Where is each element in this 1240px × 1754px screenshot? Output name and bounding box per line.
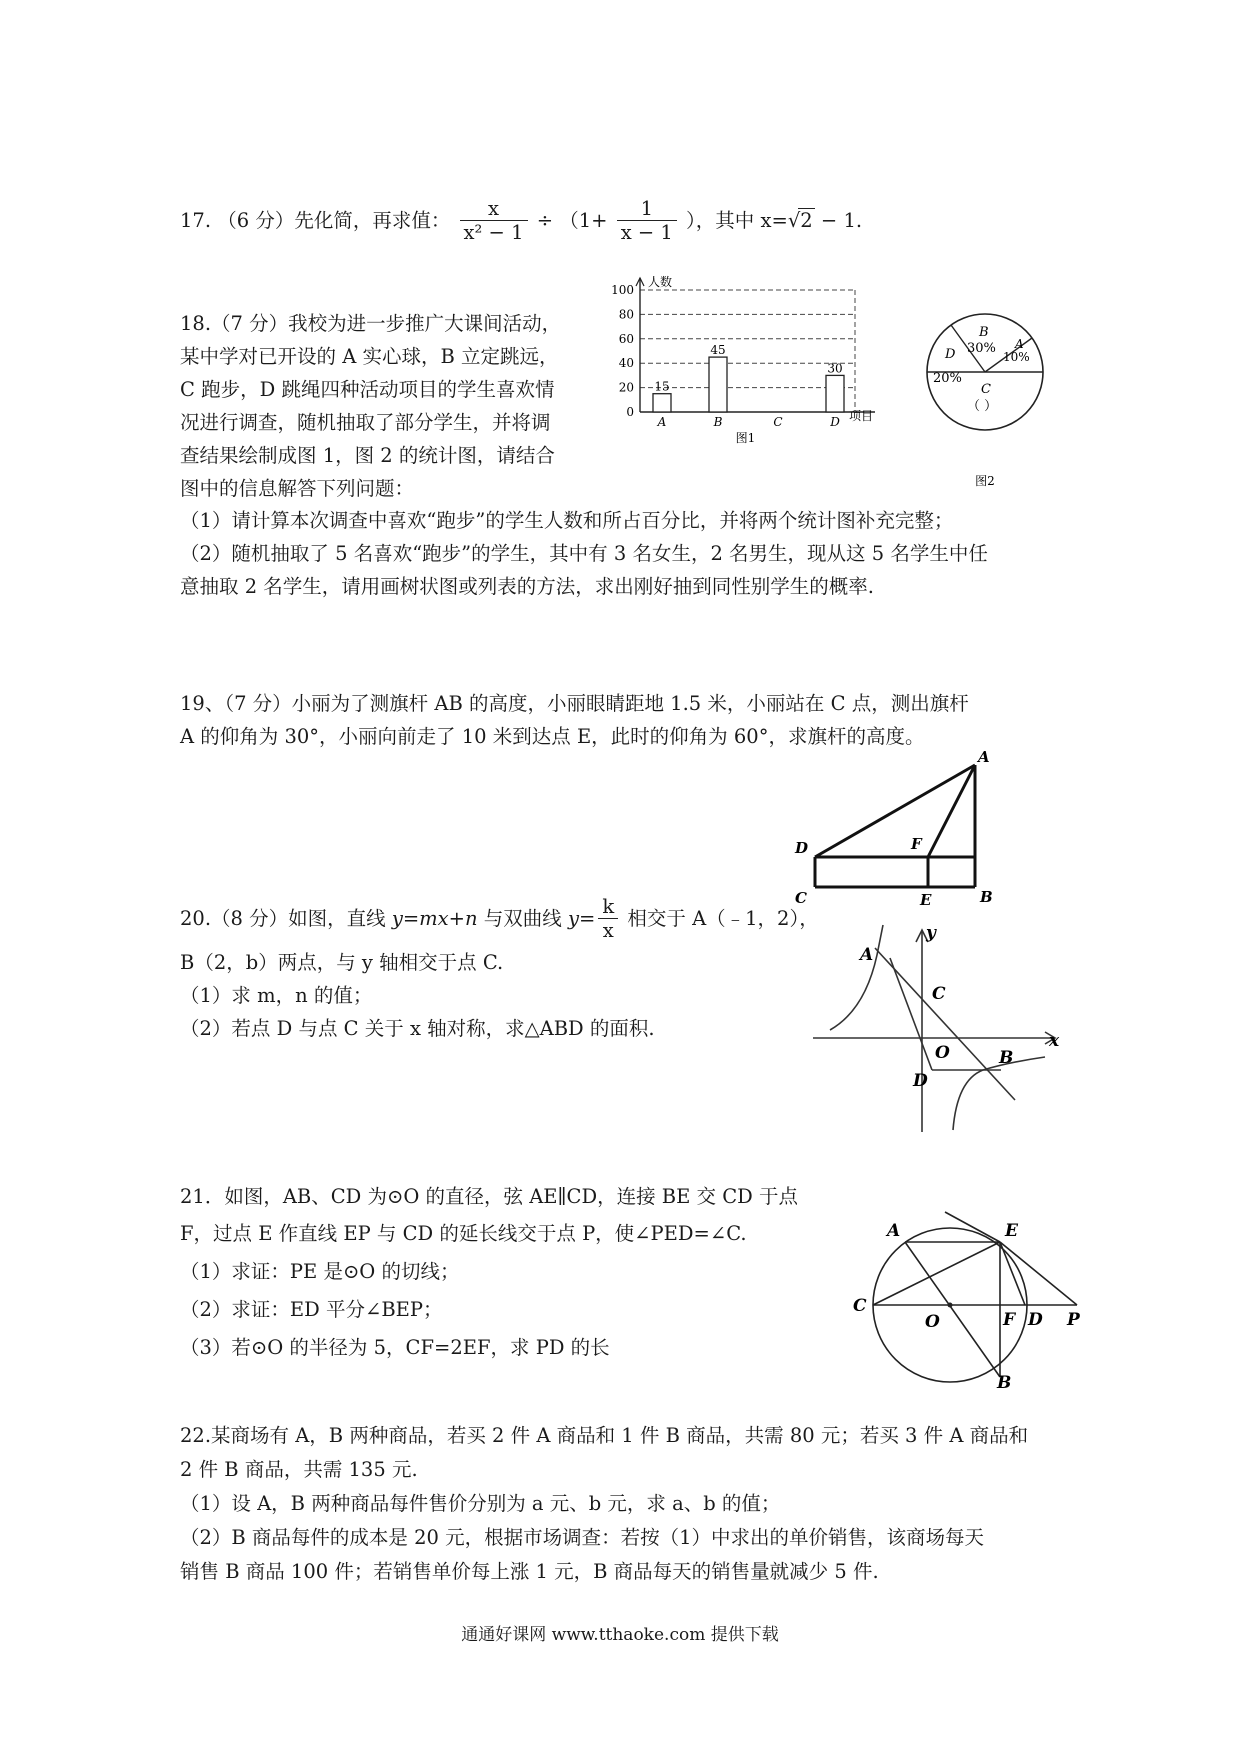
bar — [653, 394, 671, 412]
q20-y-eq: y= — [567, 907, 596, 930]
q20-line1-c: 相交于 A（﹣1，2）， — [621, 907, 819, 930]
pie-percent-D: 20% — [933, 371, 962, 386]
q22-sub2b: 销售 B 商品 100 件；若销售单价每上涨 1 元，B 商品每天的销售量就减少 5 件. — [180, 1560, 879, 1583]
label-B: B — [980, 888, 993, 905]
label-C: C — [853, 1296, 867, 1316]
line-AB — [875, 948, 1015, 1100]
diameter-AB — [905, 1242, 1000, 1377]
y-tick-label: 0 — [626, 405, 634, 419]
q22-line2: 2 件 B 商品，共需 135 元. — [180, 1458, 418, 1481]
pie-label-A: A — [1015, 337, 1024, 351]
q20-frac-den: x — [602, 919, 614, 942]
label-O: O — [925, 1312, 940, 1332]
q20-line1-b: 与双曲线 — [477, 907, 568, 930]
y-tick-label: 100 — [611, 283, 634, 297]
label-D: D — [913, 1071, 928, 1091]
pie-label-D: D — [945, 347, 956, 362]
label-E: E — [920, 891, 932, 905]
q17-frac1-den: x² − 1 — [463, 221, 524, 244]
center-dot — [948, 1303, 953, 1308]
q17-sqrt-arg: 2 — [800, 209, 813, 232]
q19-line1: 19、（7 分）小丽为了测旗杆 AB 的高度，小丽眼睛距地 1.5 米，小丽站在 C 点，测出旗杆 — [180, 692, 969, 715]
bar-value-label: 45 — [710, 343, 726, 358]
q18-line: 况进行调查，随机抽取了部分学生，并将调 — [180, 411, 551, 434]
q18-line: 某中学对已开设的 A 实心球，B 立定跳远， — [180, 345, 559, 368]
q18-line: 查结果绘制成图 1，图 2 的统计图，请结合 — [180, 444, 555, 467]
q21-sub1: （1）求证：PE 是⊙O 的切线； — [180, 1260, 460, 1283]
label-D: D — [795, 839, 809, 857]
label-D: D — [1028, 1310, 1043, 1330]
y-tick-label: 60 — [618, 331, 634, 346]
q17-prefix: 17. （6 分）先化简，再求值： — [180, 209, 451, 232]
page-footer: 通通好课网 www.tthaoke.com 提供下载 — [461, 1625, 779, 1645]
label-F: F — [1003, 1310, 1016, 1330]
bar-value-label: 30 — [827, 361, 843, 376]
q17-frac1-num: x — [460, 198, 528, 221]
x-tick-label: C — [773, 415, 783, 429]
q18-sub2b: 意抽取 2 名学生，请用画树状图或列表的方法，求出刚好抽到同性别学生的概率. — [180, 575, 875, 598]
q22-sub1: （1）设 A，B 两种商品每件售价分别为 a 元、b 元，求 a、b 的值； — [180, 1492, 781, 1515]
q17-suffix1: ），其中 x= — [686, 209, 788, 232]
label-A: A — [887, 1221, 901, 1241]
tangent-extension — [945, 1212, 1000, 1242]
q18-line: 18.（7 分）我校为进一步推广大课间活动， — [180, 312, 562, 335]
x-tick-label: A — [657, 415, 667, 429]
y-axis-label: 人数 — [648, 275, 673, 289]
figure-2-pie-chart — [915, 300, 1055, 490]
x-axis-label: 项目 — [849, 409, 874, 423]
q20-line1 — [180, 896, 819, 943]
q17-mid: ÷ （1+ — [536, 209, 608, 232]
segment-CE — [873, 1242, 1000, 1305]
label-E: E — [1005, 1221, 1018, 1241]
figure-1-bar-chart — [600, 270, 890, 485]
q20-sub1: （1）求 m，n 的值； — [180, 984, 373, 1007]
q20-fraction — [598, 896, 618, 943]
q21-circle-figure — [845, 1205, 1090, 1390]
q17-line: 17. （6 分）先化简，再求值： $\frac{x}{\text{x² − 1}}$ ÷ （1+ $\frac{1}{x - 1}$ ），其中 x=√2 − 1. — [180, 197, 863, 244]
label-C: C — [932, 984, 946, 1004]
q20-line-eq: y=mx+n — [391, 907, 478, 930]
hyperbola-branch-left — [830, 925, 883, 1030]
q17-fraction-1 — [460, 198, 528, 245]
q20-sub2: （2）若点 D 与点 C 关于 x 轴对称，求△ABD 的面积. — [180, 1017, 655, 1040]
q21-line2: F，过点 E 作直线 EP 与 CD 的延长线交于点 P，使∠PED=∠C. — [180, 1222, 747, 1245]
q21-sub3: （3）若⊙O 的半径为 5，CF=2EF，求 PD 的长 — [180, 1336, 610, 1359]
y-tick-label: 40 — [618, 356, 634, 371]
pie-label-B: B — [979, 325, 989, 340]
label-A: A — [978, 748, 990, 766]
q20-frac-num: k — [598, 896, 618, 919]
label-A: A — [860, 945, 874, 965]
pie-title: 图2 — [975, 474, 995, 488]
q19-flagpole-figure — [790, 745, 1010, 905]
q18-sub2a: （2）随机抽取了 5 名喜欢“跑步”的学生，其中有 3 名女生，2 名男生，现从这 5 名学生中任 — [180, 542, 988, 565]
pie-percent-A: 10% — [1003, 350, 1030, 364]
x-tick-label: B — [713, 415, 723, 429]
tangent-EP — [1000, 1242, 1077, 1305]
chart-title: 图1 — [735, 431, 756, 445]
q18-sub1: （1）请计算本次调查中喜欢“跑步”的学生人数和所占百分比，并将两个统计图补充完整； — [180, 509, 954, 532]
q20-hyperbola-figure — [805, 920, 1065, 1145]
q17-suffix2: − 1. — [814, 209, 863, 232]
bar-value-label: 15 — [654, 379, 670, 394]
label-C: C — [795, 889, 807, 905]
q20-line2: B（2，b）两点，与 y 轴相交于点 C. — [180, 951, 504, 974]
label-y: y — [926, 923, 936, 943]
x-tick-label: D — [830, 415, 840, 429]
q17-frac2-num: 1 — [617, 198, 677, 221]
q21-sub2: （2）求证：ED 平分∠BEP； — [180, 1298, 443, 1321]
bar — [826, 375, 844, 412]
label-F: F — [911, 835, 922, 853]
q21-line1: 21．如图，AB、CD 为⊙O 的直径，弦 AE∥CD，连接 BE 交 CD 于点 — [180, 1185, 798, 1208]
label-B: B — [999, 1048, 1014, 1068]
q20-line1-a: 20.（8 分）如图，直线 — [180, 907, 392, 930]
q19-line2: A 的仰角为 30°，小丽向前走了 10 米到达点 E，此时的仰角为 60°，求旗杆的高度。 — [180, 725, 925, 748]
y-tick-label: 80 — [618, 307, 634, 322]
line-AD — [890, 958, 932, 1070]
label-O: O — [935, 1043, 950, 1063]
q17-fraction-2 — [617, 198, 677, 245]
q17-frac2-den: x − 1 — [620, 221, 673, 244]
label-P: P — [1067, 1310, 1080, 1330]
q22-line1: 22.某商场有 A，B 两种商品，若买 2 件 A 商品和 1 件 B 商品，共需 80 元；若买 3 件 A 商品和 — [180, 1424, 1029, 1447]
label-x: x — [1049, 1031, 1060, 1051]
q18-line: 图中的信息解答下列问题： — [180, 477, 415, 500]
q18-line: C 跑步，D 跳绳四种活动项目的学生喜欢情 — [180, 378, 555, 401]
bar — [709, 357, 727, 412]
pie-percent-B: 30% — [967, 341, 996, 356]
y-tick-label: 20 — [618, 380, 634, 395]
pie-percent-C: （ ） — [967, 399, 998, 414]
label-B: B — [997, 1373, 1012, 1390]
pie-label-C: C — [981, 382, 991, 397]
q22-sub2a: （2）B 商品每件的成本是 20 元，根据市场调查：若按（1）中求出的单价销售，该商场每天 — [180, 1526, 985, 1549]
